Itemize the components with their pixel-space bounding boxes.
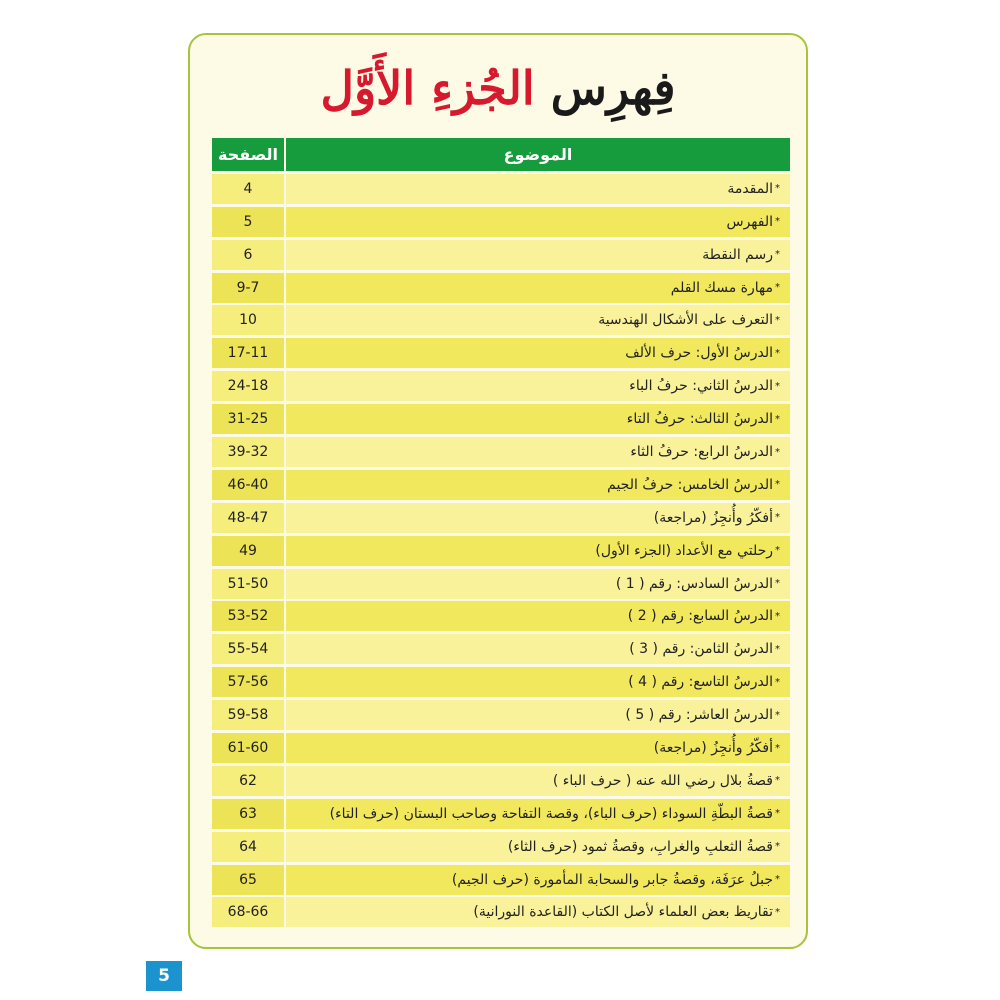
row-page: 57-56: [212, 667, 284, 697]
row-topic-text: رسم النقطة: [702, 246, 773, 263]
bullet-star-icon: *: [775, 610, 780, 622]
bullet-star-icon: *: [775, 808, 780, 820]
table-header: [212, 138, 790, 171]
bullet-star-icon: *: [775, 314, 780, 326]
table-row: [212, 700, 790, 730]
row-topic: [286, 897, 790, 927]
row-topic: [286, 273, 790, 303]
table-row: [212, 897, 790, 927]
table-row: [212, 207, 790, 237]
table-row: [212, 799, 790, 829]
row-topic: [286, 470, 790, 500]
bullet-star-icon: *: [775, 249, 780, 261]
row-page: 68-66: [212, 897, 284, 927]
table-row: [212, 240, 790, 270]
row-topic: [286, 371, 790, 401]
bullet-star-icon: *: [775, 446, 780, 458]
bullet-star-icon: *: [775, 742, 780, 754]
page-title: [190, 61, 806, 115]
row-topic: [286, 766, 790, 796]
row-topic: [286, 569, 790, 599]
row-topic-text: قصةُ الثعلبِ والغرابِ، وقصةُ ثمود (حرف الثاء): [507, 838, 773, 855]
bullet-star-icon: *: [775, 841, 780, 853]
row-page: 62: [212, 766, 284, 796]
title-word-part-one: الجُزءِ الأَوَّل: [320, 61, 535, 115]
row-page: 17-11: [212, 338, 284, 368]
table-row: [212, 437, 790, 467]
row-topic-text: الدرسُ السادس: رقم ( 1 ): [615, 575, 773, 592]
title-word-index: فِهرِس: [550, 61, 676, 115]
row-topic: [286, 667, 790, 697]
bullet-star-icon: *: [775, 775, 780, 787]
bullet-star-icon: *: [775, 282, 780, 294]
row-page: 24-18: [212, 371, 284, 401]
row-topic: [286, 634, 790, 664]
table-row: [212, 273, 790, 303]
row-page: 4: [212, 174, 284, 204]
table-row: [212, 174, 790, 204]
row-topic-text: الدرسُ العاشر: رقم ( 5 ): [625, 707, 773, 724]
row-page: 5: [212, 207, 284, 237]
table-row: [212, 601, 790, 631]
table-body: [212, 174, 790, 928]
row-page: 51-50: [212, 569, 284, 599]
row-topic-text: مهارة مسك القلم: [670, 279, 773, 296]
row-page: 65: [212, 865, 284, 895]
row-topic: [286, 536, 790, 566]
row-topic-text: التعرف على الأشكال الهندسية: [598, 312, 773, 329]
row-page: 46-40: [212, 470, 284, 500]
header-page: الصفحة: [212, 138, 284, 171]
table-row: [212, 503, 790, 533]
bullet-star-icon: *: [775, 347, 780, 359]
row-topic: [286, 240, 790, 270]
bullet-star-icon: *: [775, 643, 780, 655]
row-topic: [286, 700, 790, 730]
row-page: 59-58: [212, 700, 284, 730]
row-topic-text: رحلتي مع الأعداد (الجزء الأول): [595, 542, 773, 559]
row-page: 31-25: [212, 404, 284, 434]
table-row: [212, 766, 790, 796]
row-topic-text: الدرسُ السابع: رقم ( 2 ): [627, 608, 773, 625]
row-page: 55-54: [212, 634, 284, 664]
bullet-star-icon: *: [775, 676, 780, 688]
table-row: [212, 305, 790, 335]
row-topic-text: الدرسُ الثالث: حرفُ التاء: [626, 411, 773, 428]
row-topic-text: قصةُ بلال رضي الله عنه ( حرف الباء ): [552, 772, 773, 789]
row-topic: [286, 865, 790, 895]
table-row: [212, 832, 790, 862]
bullet-star-icon: *: [775, 479, 780, 491]
row-topic-text: أفكّرُ وأُنجِزُ (مراجعة): [653, 509, 773, 526]
row-topic-text: الدرسُ الثاني: حرفُ الباء: [629, 378, 773, 395]
table-row: [212, 371, 790, 401]
header-topic: الموضوع: [286, 138, 790, 171]
row-page: 53-52: [212, 601, 284, 631]
row-topic-text: المقدمة: [727, 180, 773, 197]
row-topic-text: تقاريظ بعض العلماء لأصل الكتاب (القاعدة النورانية): [473, 904, 773, 921]
row-topic: [286, 437, 790, 467]
bullet-star-icon: *: [775, 183, 780, 195]
row-topic: [286, 338, 790, 368]
bullet-star-icon: *: [775, 380, 780, 392]
row-topic: [286, 207, 790, 237]
table-row: [212, 733, 790, 763]
row-page: 48-47: [212, 503, 284, 533]
row-topic: [286, 733, 790, 763]
table-row: [212, 667, 790, 697]
bullet-star-icon: *: [775, 906, 780, 918]
bullet-star-icon: *: [775, 578, 780, 590]
bullet-star-icon: *: [775, 413, 780, 425]
row-topic-text: الدرسُ الرابع: حرفُ الثاء: [630, 444, 773, 461]
row-topic-text: الفهرس: [726, 213, 773, 230]
bullet-star-icon: *: [775, 512, 780, 524]
row-topic-text: الدرسُ التاسع: رقم ( 4 ): [628, 674, 773, 691]
table-row: [212, 536, 790, 566]
row-topic: [286, 404, 790, 434]
row-page: 61-60: [212, 733, 284, 763]
row-topic-text: الدرسُ الثامن: رقم ( 3 ): [629, 641, 773, 658]
row-page: 10: [212, 305, 284, 335]
table-row: [212, 634, 790, 664]
row-topic: [286, 601, 790, 631]
row-page: 6: [212, 240, 284, 270]
bullet-star-icon: *: [775, 216, 780, 228]
bullet-star-icon: *: [775, 874, 780, 886]
row-topic: [286, 174, 790, 204]
page-number-badge: 5: [146, 961, 182, 991]
row-topic: [286, 305, 790, 335]
row-topic: [286, 503, 790, 533]
row-topic-text: الدرسُ الأول: حرف الألف: [625, 345, 773, 362]
row-page: 64: [212, 832, 284, 862]
row-page: 49: [212, 536, 284, 566]
table-row: [212, 865, 790, 895]
content-frame: [188, 33, 808, 949]
table-row: [212, 569, 790, 599]
table-of-contents: [212, 138, 790, 927]
table-row: [212, 404, 790, 434]
row-topic-text: أفكّرُ وأُنجِزُ (مراجعة): [653, 740, 773, 757]
row-page: 63: [212, 799, 284, 829]
row-topic-text: قصةُ البطّةِ السوداء (حرف الباء)، وقصة التفاحة وصاحب البستان (حرف التاء): [329, 805, 773, 822]
row-topic-text: جبلُ عرَفَة، وقصةُ جابر والسحابة المأمورة (حرف الجيم): [451, 871, 773, 888]
table-row: [212, 338, 790, 368]
table-row: [212, 470, 790, 500]
row-topic-text: الدرسُ الخامس: حرفُ الجيم: [607, 476, 773, 493]
row-topic: [286, 832, 790, 862]
row-page: 9-7: [212, 273, 284, 303]
row-topic: [286, 799, 790, 829]
bullet-star-icon: *: [775, 709, 780, 721]
row-page: 39-32: [212, 437, 284, 467]
bullet-star-icon: *: [775, 545, 780, 557]
